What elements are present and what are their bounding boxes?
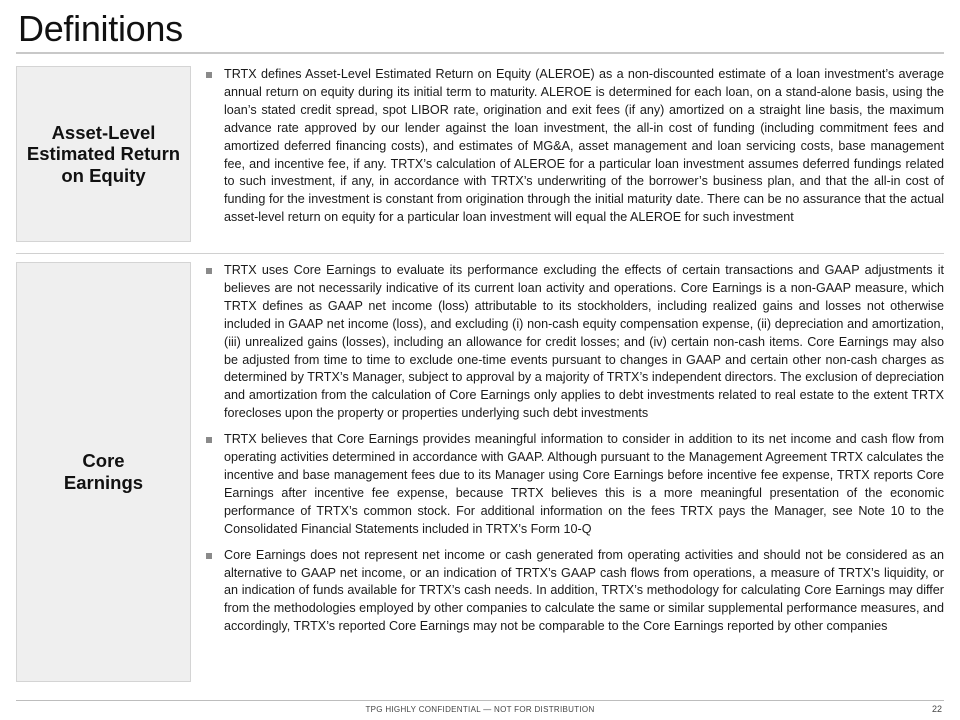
- definition-bullet: [204, 547, 944, 637]
- definition-body: [204, 66, 944, 235]
- square-bullet-icon: [206, 72, 212, 78]
- title-divider: [16, 52, 944, 54]
- page-number: 22: [931, 704, 942, 714]
- definition-term-box: [16, 262, 191, 682]
- definition-term-box: [16, 66, 191, 242]
- definition-term: Asset-Level Estimated Return on Equity: [26, 121, 181, 186]
- definition-section-aleroe: [16, 66, 944, 242]
- definition-bullet: [204, 66, 944, 227]
- definition-bullet: [204, 431, 944, 538]
- definition-term: Core Earnings: [63, 450, 144, 493]
- footer-divider: [16, 700, 944, 701]
- bullet-text: TRTX uses Core Earnings to evaluate its performance excluding the effects of certain transactions and GAAP adjustments it believes are not necessarily indicative of its current loan activity and operations. Core Earnings is a non-GAAP measure, which TRTX defines as GAAP net income (loss) attributable to its stockholders, including realized gains and losses not otherwise included in GAAP net income (loss), and excluding (i) non-cash equity compensation expense, (ii) depreciation and amortization, (iii) unrealized gains (losses), including an allowance for credit losses; and (iv) certain non-cash items. Core Earnings may also be adjusted from time to time to exclude one-time events pursuant to changes in GAAP and certain other non-cash charges as determined by TRTX’s Manager, subject to approval by a majority of TRTX’s independent directors. The exclusion of depreciation and amortization from the calculation of Core Earnings only applies to debt investments related to real estate to the extent TRTX forecloses upon the property or properties underlying such debt investments: [224, 263, 944, 421]
- definition-section-core-earnings: [16, 262, 944, 682]
- confidentiality-notice: TPG HIGHLY CONFIDENTIAL — NOT FOR DISTRIBUTION: [365, 705, 595, 714]
- square-bullet-icon: [206, 553, 212, 559]
- bullet-text: TRTX believes that Core Earnings provides meaningful information to consider in addition to its net income and cash flow from operating activities determined in accordance with GAAP. Although pursuant to the Management Agreement TRTX calculates the incentive and base management fees due to its Manager using Core Earnings before incentive fee expense, TRTX reports Core Earnings after incentive fee expense, because TRTX believes this is a more meaningful presentation of the economic performance of TRTX’s common stock. For additional information on the fees TRTX pays the Manager, see Note 10 to the Consolidated Financial Statements included in TRTX’s Form 10-Q: [224, 432, 944, 536]
- square-bullet-icon: [206, 268, 212, 274]
- page-title: Definitions: [18, 8, 183, 49]
- bullet-text: TRTX defines Asset-Level Estimated Return on Equity (ALEROE) as a non-discounted estimate of a loan investment’s average annual return on equity during its initial term to maturity. ALEROE is determined for each loan, on a stand-alone basis, using the loan’s stated credit spread, spot LIBOR rate, origination and exit fees (if any) amortized on a straight line basis, the maximum advance rate approved by our lender against the loan investment, the all-in cost of funding (including commitment fees and amortized deferred financing costs), and estimates of MG&A, asset management and loan servicing costs, base management fee, and incentive fee, if any. TRTX’s calculation of ALEROE for a particular loan investment assumes deferred fundings related to such investment, if any, in accordance with TRTX’s underwriting of the borrower’s business plan, and that the all-in cost of funding for the investment is constant from origination through the initial maturity date. There can be no assurance that the actual asset-level return on equity for a particular loan investment will equal the ALEROE for such investment: [224, 67, 944, 225]
- section-divider: [16, 253, 944, 254]
- definition-body: [204, 262, 944, 644]
- definition-bullet: [204, 262, 944, 423]
- square-bullet-icon: [206, 437, 212, 443]
- bullet-text: Core Earnings does not represent net income or cash generated from operating activities and should not be considered as an alternative to GAAP net income, or an indication of TRTX’s GAAP cash flows from operations, a measure of TRTX’s liquidity, or an indication of funds available for TRTX’s cash needs. In addition, TRTX’s methodology for calculating Core Earnings may differ from the methodologies employed by other companies to calculate the same or similar supplemental performance measures, and accordingly, TRTX’s reported Core Earnings may not be comparable to the Core Earnings reported by other companies: [224, 547, 944, 634]
